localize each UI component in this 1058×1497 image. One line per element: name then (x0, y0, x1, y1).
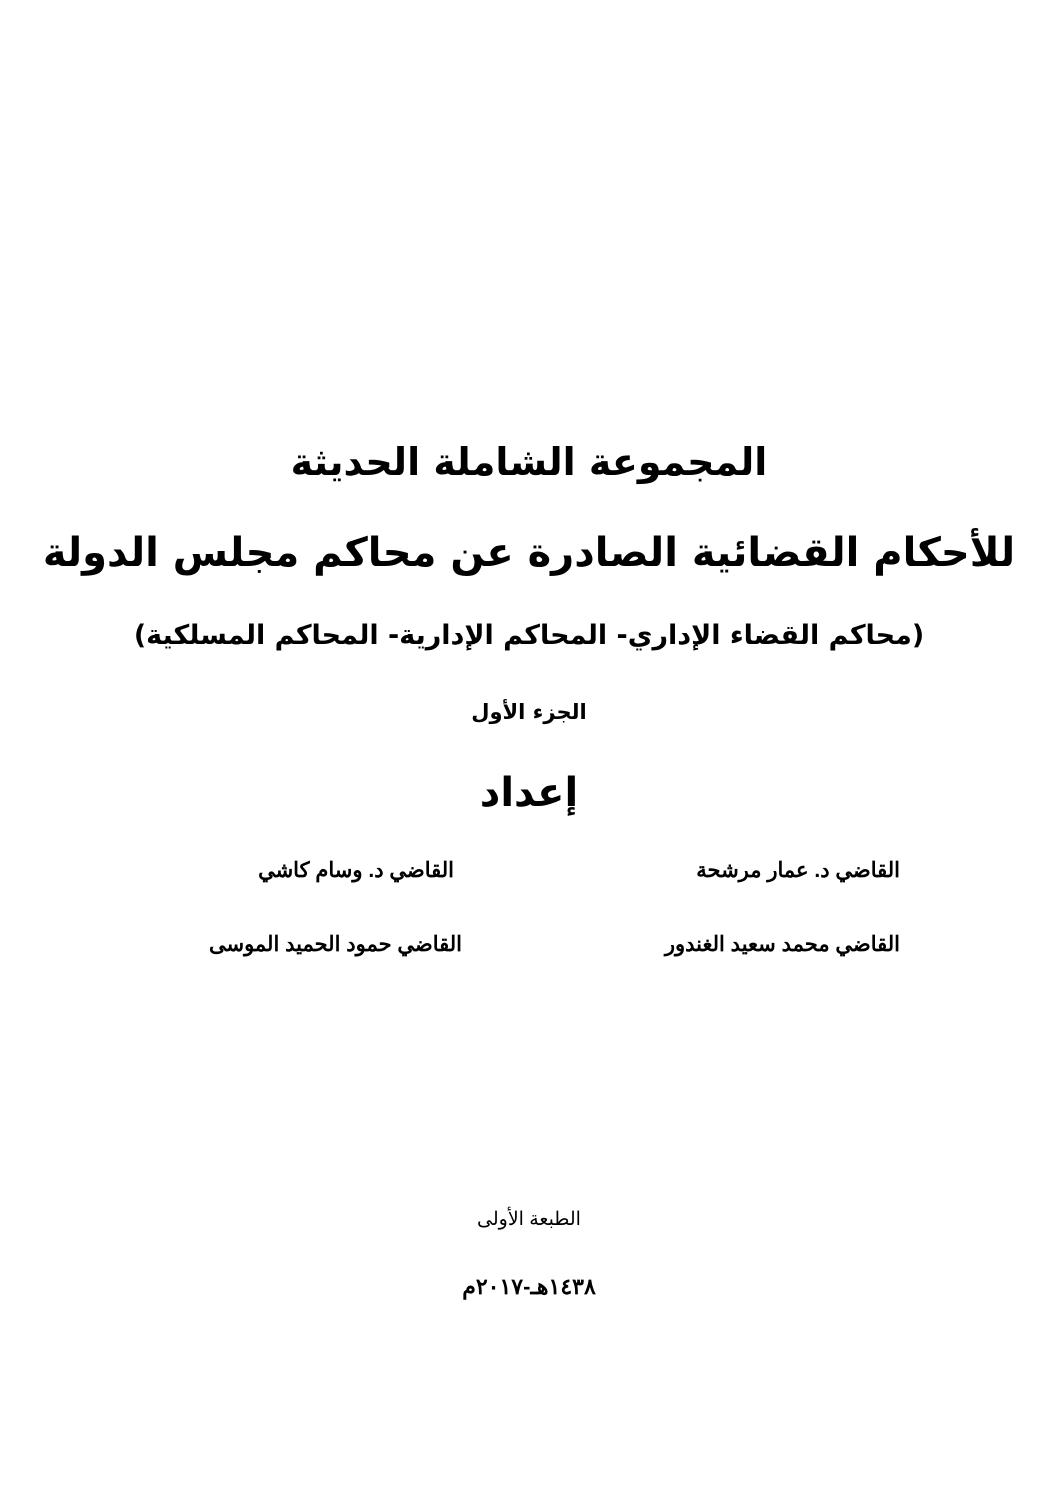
cover-title-line-2: للأحكام القضائية الصادرة عن محاكم مجلس الدولة (42, 530, 1016, 576)
prepared-by-heading: إعداد (479, 770, 579, 816)
author-3: القاضي محمد سعيد الغندور (664, 933, 900, 956)
author-2: القاضي د. وسام كاشي (258, 859, 454, 882)
publication-date: ١٤٣٨هـ-٢٠١٧م (462, 1274, 596, 1299)
edition-label: الطبعة الأولى (477, 1209, 581, 1230)
author-1: القاضي د. عمار مرشحة (696, 859, 900, 882)
cover-title-line-1: المجموعة الشاملة الحديثة (290, 440, 768, 484)
author-4: القاضي حمود الحميد الموسى (208, 933, 462, 956)
cover-subtitle: (محاكم القضاء الإداري- المحاكم الإدارية- المحاكم المسلكية) (133, 620, 925, 651)
volume-label: الجزء الأول (471, 700, 587, 724)
